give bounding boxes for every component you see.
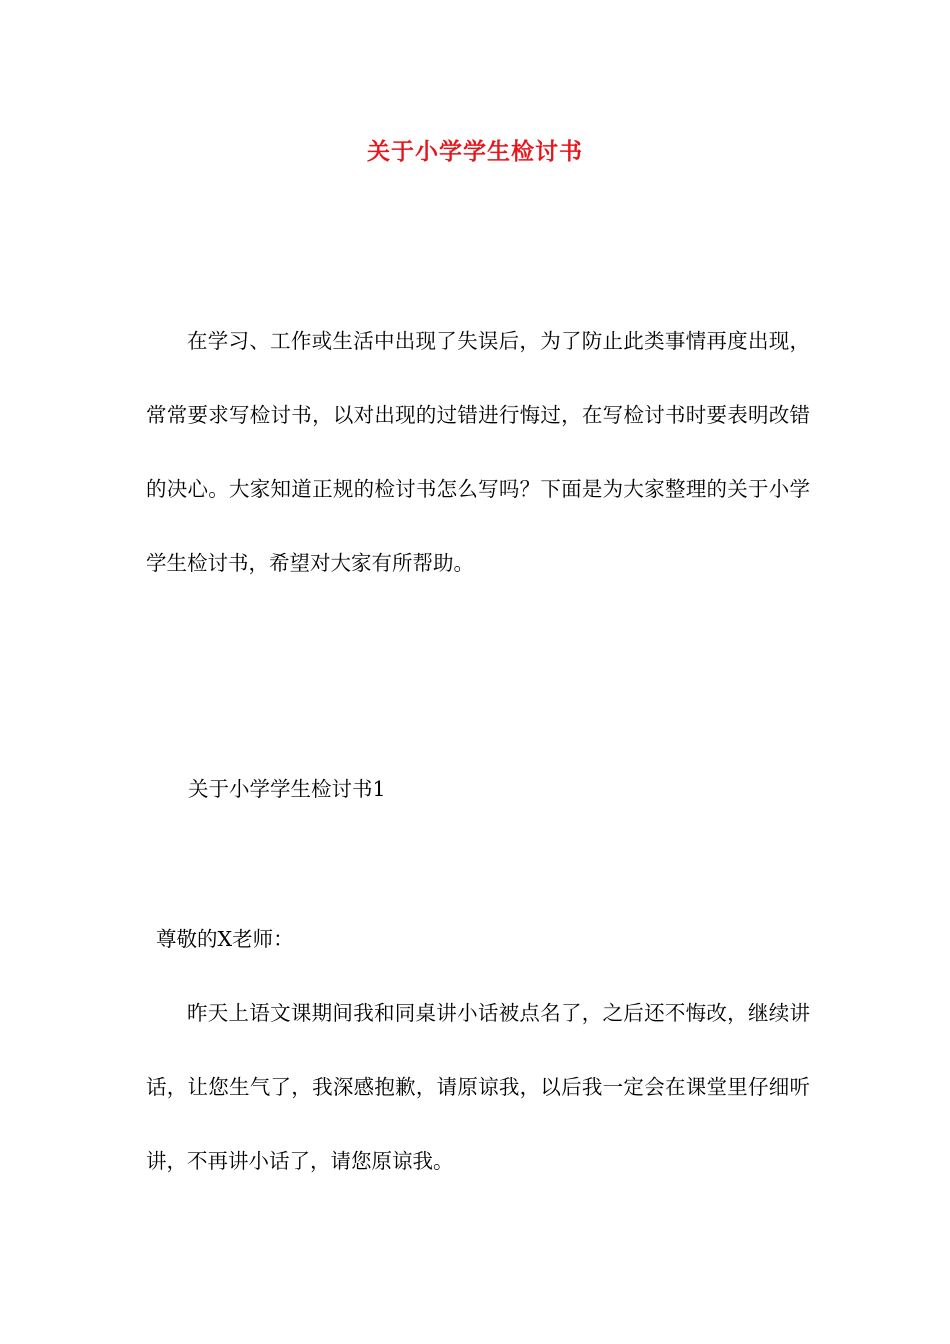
body-paragraph: 昨天上语文课期间我和同桌讲小话被点名了，之后还不悔改，继续讲话，让您生气了，我深感抱歉，请原谅我，以后我一定会在课堂里仔细听讲，不再讲小话了，请您原谅我。 — [146, 1001, 810, 1173]
salutation: 尊敬的X老师： — [156, 927, 294, 951]
section-heading: 关于小学学生检讨书1 — [188, 777, 386, 801]
intro-paragraph: 在学习、工作或生活中出现了失误后，为了防止此类事情再度出现，常常要求写检讨书，以对出现的过错进行悔过，在写检讨书时要表明改错的决心。大家知道正规的检讨书怎么写吗？下面是为大家整理的关于小学学生检讨书，希望对大家有所帮助。 — [146, 329, 810, 575]
document-title: 关于小学学生检讨书 — [367, 139, 583, 165]
